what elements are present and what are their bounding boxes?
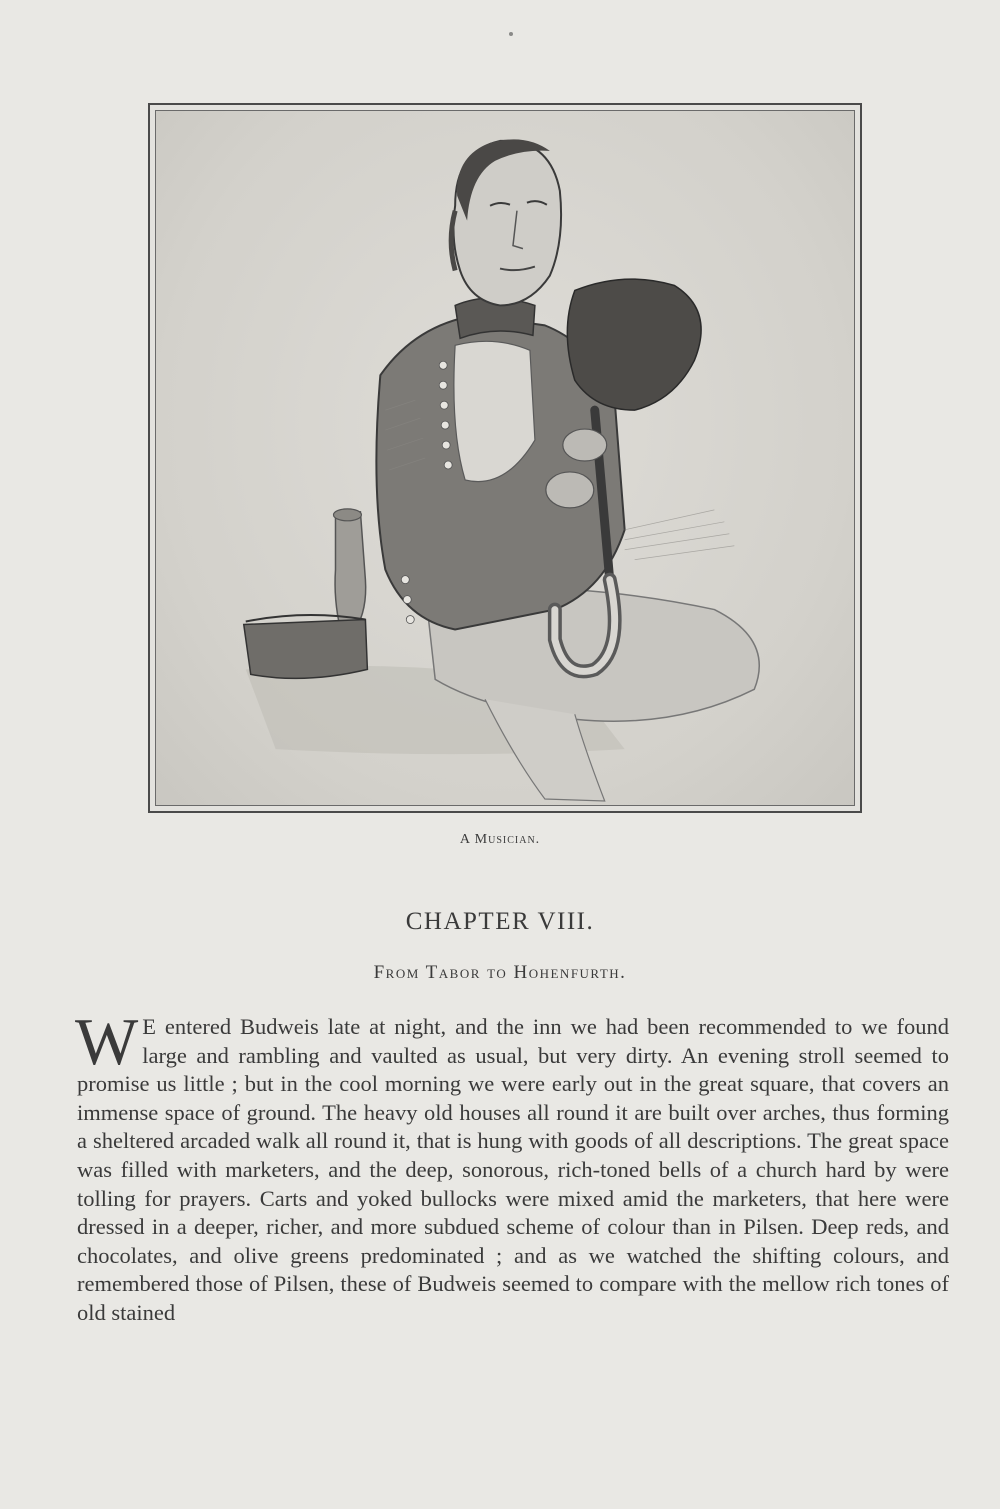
illustration-frame — [155, 110, 855, 806]
musician-illustration — [156, 111, 854, 805]
page-speck — [509, 32, 513, 36]
illustration-caption: A Musician. — [459, 832, 541, 847]
first-word-rest: E — [142, 1014, 156, 1039]
illustration-plate — [148, 103, 862, 813]
drop-cap: W — [75, 1005, 139, 1079]
chapter-subtitle: From Tabor to Hohenfurth. — [373, 962, 627, 983]
paragraph-text: entered Budweis late at night, and the inn we had been recommended to we found large and rambling and vaulted as usual, but very dirty. An evening stroll seemed to promise us little ; but in the cool morning we were early out in the great square, that covers an immense space of ground. The heavy old houses all round it are built over arches, thus forming a sheltered arcaded walk all round it, that is hung with goods of all descriptions. The great space was filled with marketers, and the deep, sonorous, rich-toned bells of a church hard by were tolling for prayers. Carts and yoked bullocks were mixed amid the marketers, that here were dressed in a deeper, richer, and more subdued scheme of colour than in Pilsen. Deep reds, and chocolates, and olive greens predominated ; and as we watched the shifting colours, and remembered those of Pilsen, these of Budweis seemed to compare with the mellow rich tones of old stained — [77, 1014, 949, 1325]
body-paragraph — [75, 1005, 949, 1328]
chapter-title: CHAPTER VIII. — [405, 908, 595, 935]
